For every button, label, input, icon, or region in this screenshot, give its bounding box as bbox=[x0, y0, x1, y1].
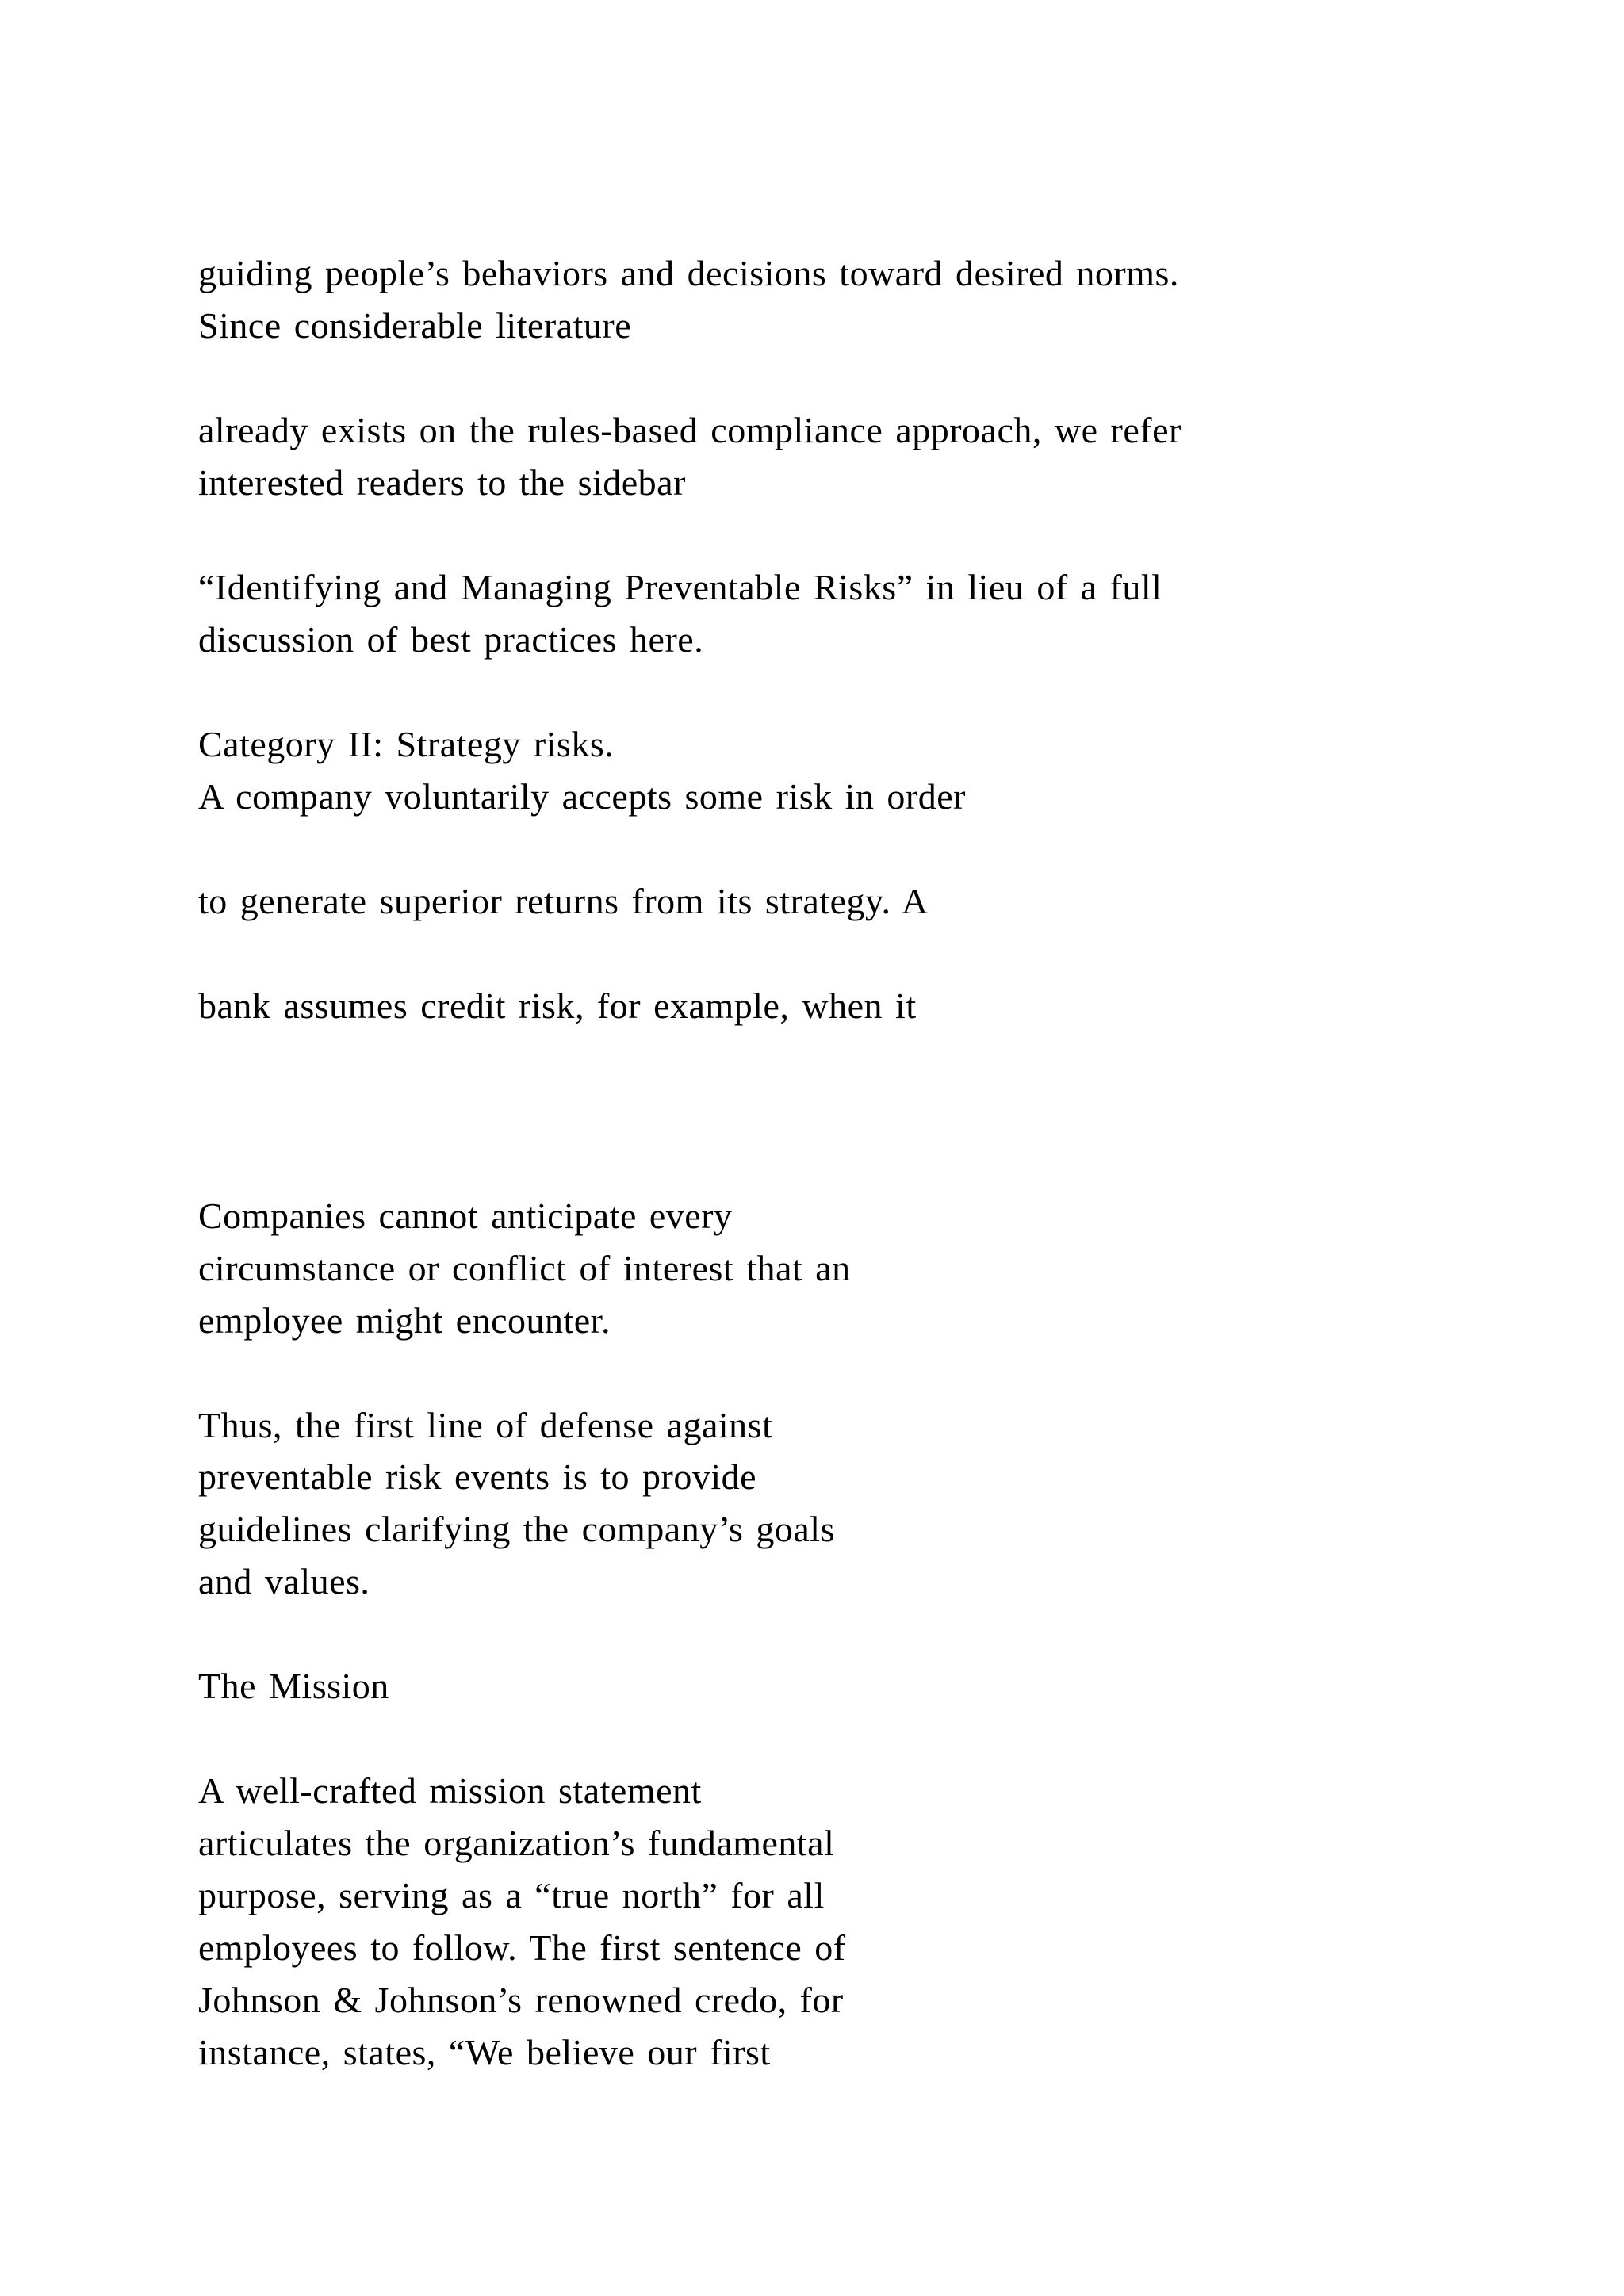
text-line: preventable risk events is to provide bbox=[198, 1456, 757, 1497]
text-line: instance, states, “We believe our first bbox=[198, 2032, 771, 2072]
text-line: Since considerable literature bbox=[198, 305, 632, 346]
text-line: Thus, the first line of defense against bbox=[198, 1405, 773, 1445]
text-line: guidelines clarifying the company’s goals bbox=[198, 1509, 835, 1549]
text-line: “Identifying and Managing Preventable Risks” in lieu of a full bbox=[198, 567, 1162, 607]
text-line: to generate superior returns from its strategy. A bbox=[198, 881, 929, 921]
text-line: and values. bbox=[198, 1561, 370, 1601]
text-line: purpose, serving as a “true north” for all bbox=[198, 1875, 825, 1915]
section-heading: The Mission bbox=[198, 1666, 389, 1706]
text-line: circumstance or conflict of interest that an bbox=[198, 1248, 851, 1288]
text-line: Companies cannot anticipate every bbox=[198, 1196, 733, 1236]
text-line: already exists on the rules-based compliance approach, we refer bbox=[198, 410, 1182, 450]
text-line: bank assumes credit risk, for example, when it bbox=[198, 985, 917, 1026]
text-line: employees to follow. The first sentence of bbox=[198, 1927, 846, 1968]
text-line: guiding people’s behaviors and decisions toward desired norms. bbox=[198, 253, 1179, 293]
text-line: A company voluntarily accepts some risk in order bbox=[198, 776, 966, 817]
text-line: Johnson & Johnson’s renowned credo, for bbox=[198, 1980, 844, 2020]
text-line: interested readers to the sidebar bbox=[198, 462, 686, 503]
text-line: A well-crafted mission statement bbox=[198, 1770, 702, 1811]
text-line: employee might encounter. bbox=[198, 1300, 611, 1341]
section-heading: Category II: Strategy risks. bbox=[198, 724, 615, 764]
text-line: discussion of best practices here. bbox=[198, 619, 704, 660]
text-line: articulates the organization’s fundamental bbox=[198, 1823, 835, 1863]
